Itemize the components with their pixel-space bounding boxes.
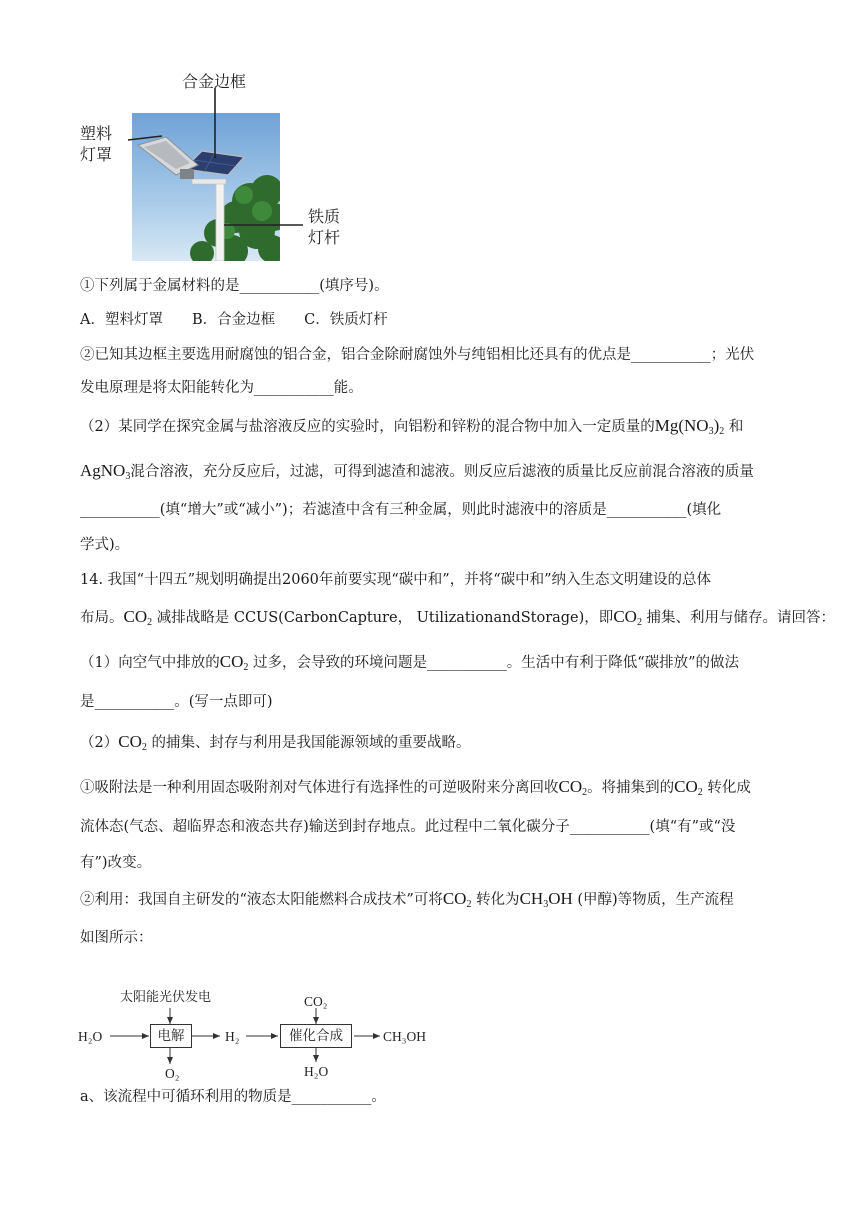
question-2-line-a bbox=[80, 416, 743, 442]
flow-h2o-input: H₂O bbox=[78, 1029, 103, 1044]
question-2-line-d: 学式)。 bbox=[80, 537, 130, 553]
label-plastic-cover-2: 灯罩 bbox=[80, 145, 113, 164]
question-2-text-b: 混合溶液，充分反应后，过滤，可得到滤渣和滤液。则反应后滤液的质量比反应前混合溶液的质量 bbox=[130, 464, 754, 480]
question-2-text-and: 和 bbox=[728, 419, 744, 435]
formula-co2: $CO_2$ bbox=[558, 777, 588, 798]
formula-ch3oh: $CH_3OH$ bbox=[519, 889, 573, 910]
flow-co2-input: CO₂ bbox=[304, 994, 328, 1009]
flow-h2: H₂ bbox=[225, 1029, 240, 1044]
flow-solar-power: 太阳能光伏发电 bbox=[120, 990, 212, 1005]
question-14-3-line-a: ②利用：我国自主研发的“液态太阳能燃料合成技术”可将$CO_2$ 转化为$CH_3OH$ (甲醇)等物质，生产流程 bbox=[80, 889, 734, 910]
formula-co2: $CO_2$ bbox=[118, 732, 147, 753]
question-2-text-a: （2）某同学在探究金属与盐溶液反应的实验时，向铝粉和锌粉的混合物中加入一定质量的 bbox=[80, 419, 655, 435]
question-14-3-line-b: 如图所示： bbox=[80, 930, 153, 946]
formula-co2: $CO_2$ bbox=[219, 652, 249, 673]
question-14-3a-last: a、该流程中可循环利用的物质是___________。 bbox=[80, 1089, 386, 1105]
flow-h2o-output: H₂O bbox=[304, 1064, 329, 1079]
formula-mg-no3-2: $Mg(NO_3)_2$ bbox=[654, 416, 725, 437]
question-14-line-a: 14. 我国“十四五”规划明确提出2060年前要实现“碳中和”，并将“碳中和”纳入生态文明建设的总体 bbox=[80, 572, 712, 588]
flow-o2-output: O₂ bbox=[165, 1066, 180, 1081]
formula-co2: $CO_2$ bbox=[123, 607, 153, 628]
question-14-1-line-a: （1）向空气中排放的$CO_2$ 过多，会导致的环境问题是___________。生活中有利于降低“碳排放”的做法 bbox=[80, 652, 740, 673]
question-14-2a-line-b: 流体态(气态、超临界态和液态共存)输送到封存地点。此过程中二氧化碳分子___________(填“有”或“没 bbox=[80, 819, 736, 835]
flow-catalytic-synthesis-box: 催化合成 bbox=[280, 1024, 352, 1048]
question-14-1-line-b: 是___________。(写一点即可) bbox=[80, 694, 273, 710]
flow-ch3oh-output: CH₃OH bbox=[383, 1029, 426, 1044]
question-1-2-line-a: ②已知其边框主要选用耐腐蚀的铝合金，铝合金除耐腐蚀外与纯铝相比还具有的优点是___________；光伏 bbox=[80, 347, 755, 363]
formula-co2: $CO_2$ bbox=[442, 889, 472, 910]
question-14-line-b: 布局。$CO_2$ 减排战略是 CCUS(CarbonCapture， UtilizationandStorage)，即$CO_2$ 捕集、利用与储存。请回答： bbox=[80, 607, 836, 628]
formula-co2: $CO_2$ bbox=[613, 607, 642, 628]
question-1-options: A．塑料灯罩 B．合金边框 C．铁质灯杆 bbox=[80, 312, 388, 328]
question-14-2a-line-c: 有”)改变。 bbox=[80, 855, 152, 871]
label-plastic-cover-1: 塑料 bbox=[80, 124, 113, 143]
question-2-line-c: ___________(填“增大”或“减小”)；若滤渣中含有三种金属，则此时滤液中的溶质是___________(填化 bbox=[80, 502, 722, 518]
formula-agno3: AgNO$_3$ bbox=[80, 461, 131, 482]
question-14-2a-line-a: ①吸附法是一种利用固态吸附剂对气体进行有选择性的可逆吸附来分离回收$CO_2$。将捕集到的$CO_2$ 转化成 bbox=[80, 777, 751, 798]
question-2-line-b bbox=[80, 461, 754, 487]
label-iron-pole-2: 灯杆 bbox=[308, 228, 341, 247]
label-alloy-frame: 合金边框 bbox=[182, 72, 247, 91]
flow-electrolysis-box: 电解 bbox=[150, 1024, 192, 1048]
label-iron-pole-1: 铁质 bbox=[308, 207, 341, 226]
question-1-1: ①下列属于金属材料的是___________(填序号)。 bbox=[80, 278, 389, 294]
question-14-2-line: $(2)CO_2$ 的捕集、封存与利用是我国能源领域的重要战略。 bbox=[80, 732, 471, 753]
formula-co2: $CO_2$ bbox=[674, 777, 703, 798]
question-1-2-line-b: 发电原理是将太阳能转化为___________能。 bbox=[80, 380, 363, 396]
